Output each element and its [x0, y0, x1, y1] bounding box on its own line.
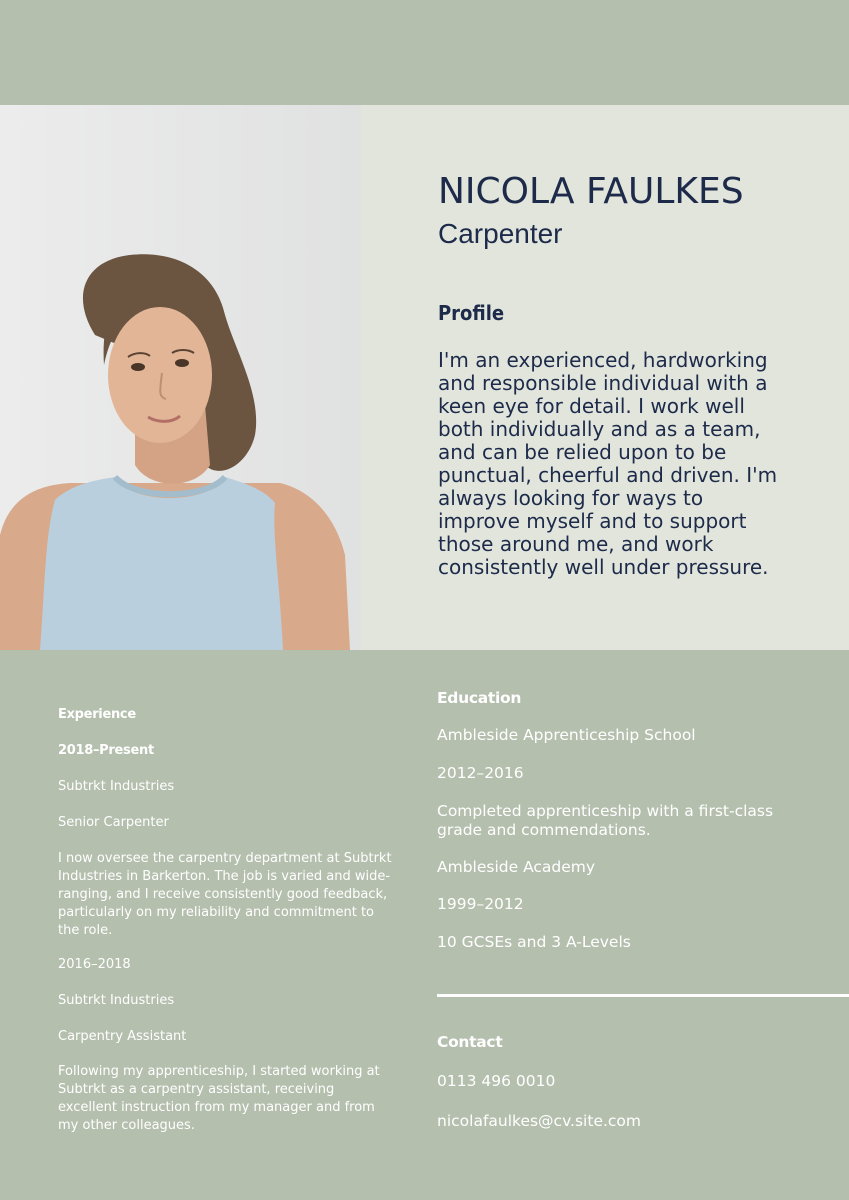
job-period: 2018–Present — [58, 743, 154, 758]
top-band — [0, 0, 849, 105]
section-divider — [437, 994, 849, 997]
education-detail: Completed apprenticeship with a first-class grade and commendations. — [437, 802, 774, 839]
profile-heading: Profile — [438, 301, 505, 325]
education-period: 1999–2012 — [437, 895, 524, 913]
candidate-name: NICOLA FAULKES — [438, 171, 744, 212]
education-heading: Education — [437, 689, 522, 707]
education-detail: 10 GCSEs and 3 A-Levels — [437, 933, 631, 951]
job-title: Carpenter — [438, 218, 563, 249]
education-period: 2012–2016 — [437, 764, 524, 782]
portrait-illustration — [0, 105, 361, 650]
education-school: Ambleside Academy — [437, 858, 596, 876]
profile-summary: I'm an experienced, hardworking and responsible individual with a keen eye for detail. I work well both individually and as a team, and can be relied upon to be punctual, cheerful and driven. I'm always looking for ways to improve myself and to support those around me, and work consistently well under pressure. — [438, 348, 778, 579]
job-role: Senior Carpenter — [58, 815, 169, 830]
job-description: Following my apprenticeship, I started working at Subtrkt as a carpentry assistant, receiving excellent instruction from my manager and from my other colleagues. — [58, 1064, 380, 1133]
details-section — [0, 650, 849, 1200]
job-description: I now oversee the carpentry department at Subtrkt Industries in Barkerton. The job is varied and wide-ranging, and I receive consistently good feedback, particularly on my reliability and commitment to the role. — [58, 851, 392, 938]
education-school: Ambleside Apprenticeship School — [437, 726, 696, 744]
job-period: 2016–2018 — [58, 957, 131, 972]
profile-photo — [0, 105, 361, 650]
job-role: Carpentry Assistant — [58, 1029, 187, 1044]
contact-email[interactable]: nicolafaulkes@cv.site.com — [437, 1112, 642, 1130]
job-company: Subtrkt Industries — [58, 779, 175, 794]
contact-phone[interactable]: 0113 496 0010 — [437, 1072, 556, 1090]
contact-heading: Contact — [437, 1033, 503, 1051]
job-company: Subtrkt Industries — [58, 993, 175, 1008]
header-panel — [361, 105, 849, 650]
experience-heading: Experience — [58, 707, 136, 722]
